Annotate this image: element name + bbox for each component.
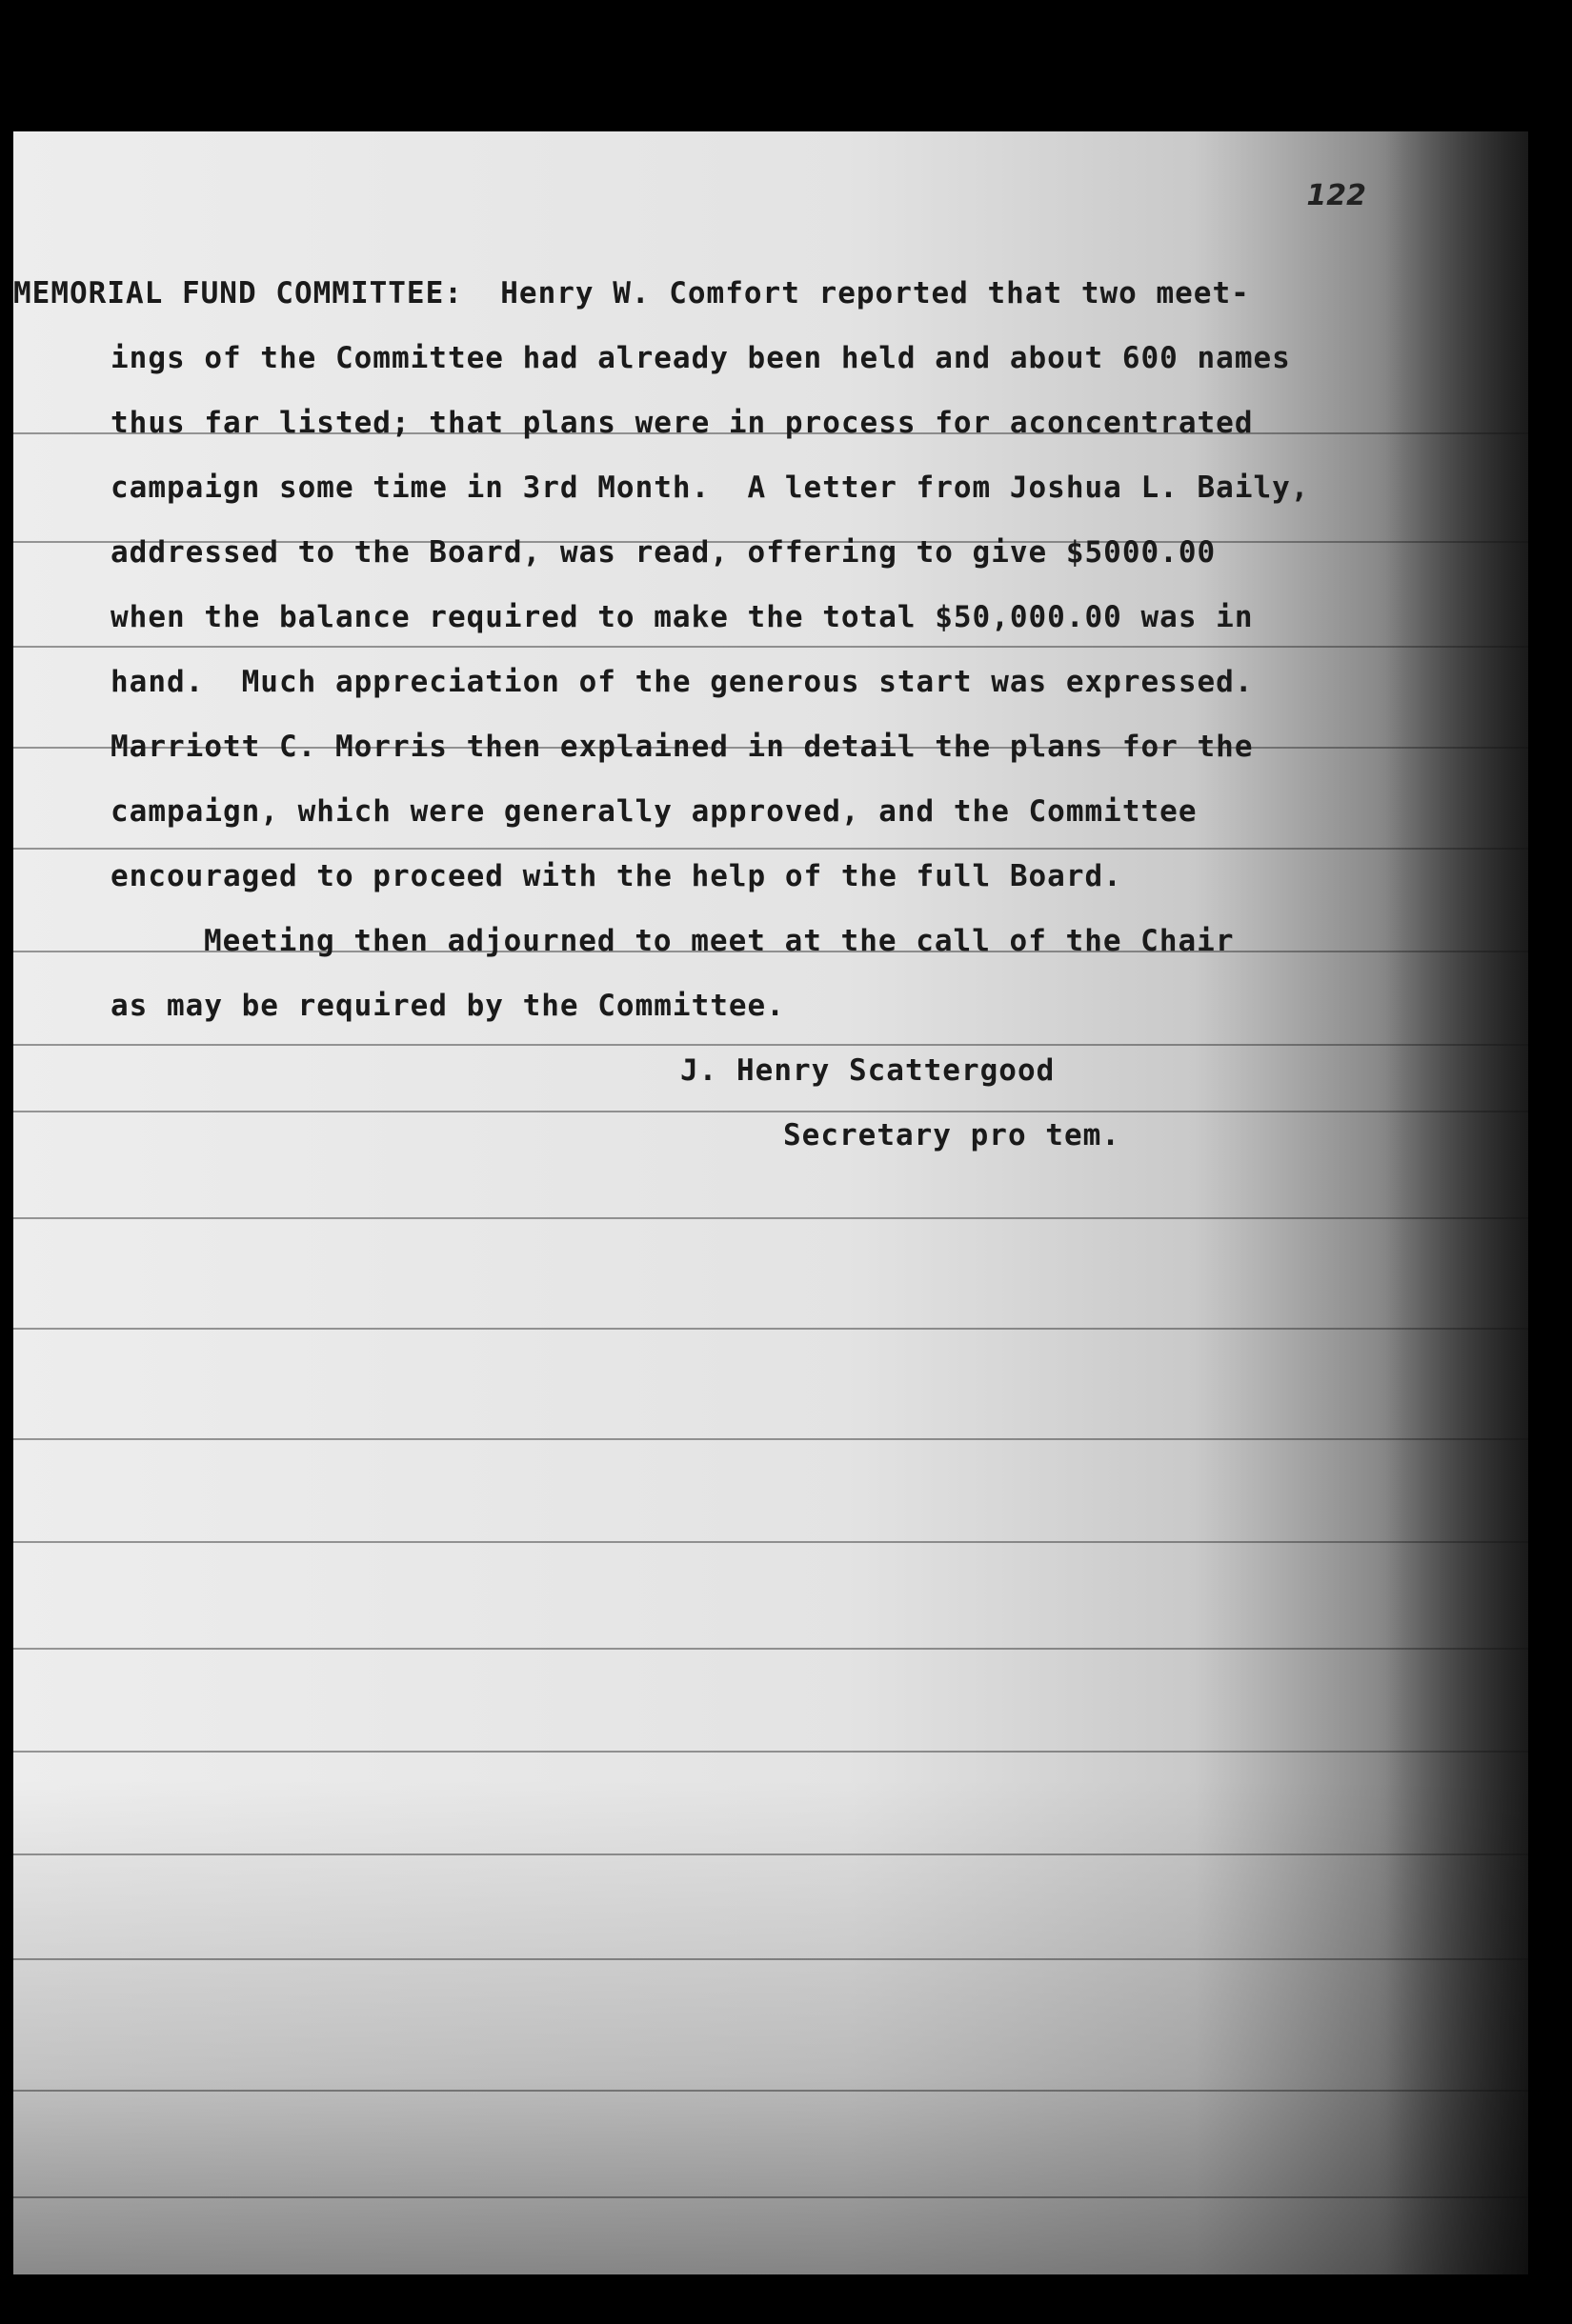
body-line: MEMORIAL FUND COMMITTEE: Henry W. Comfort reported that two meet-	[13, 276, 1250, 311]
signature-title: Secretary pro tem.	[783, 1118, 1120, 1152]
ruled-line	[13, 1111, 1528, 1112]
body-line: encouraged to proceed with the help of the full Board.	[111, 859, 1122, 893]
ruled-line	[13, 1751, 1528, 1753]
page-number: 122	[1306, 179, 1366, 212]
body-line: Meeting then adjourned to meet at the call of the Chair	[204, 924, 1235, 958]
ruled-line	[13, 1328, 1528, 1330]
body-line: campaign, which were generally approved, and the Committee	[111, 794, 1198, 829]
ruled-line	[13, 1217, 1528, 1219]
ruled-line	[13, 1438, 1528, 1440]
scan-shadow-right	[1385, 131, 1528, 2274]
body-line: ings of the Committee had already been held and about 600 names	[111, 341, 1291, 375]
ruled-line	[13, 1044, 1528, 1046]
signature-name: J. Henry Scattergood	[680, 1053, 1056, 1088]
ruled-line	[13, 1541, 1528, 1543]
document-page	[13, 131, 1528, 2274]
body-line: as may be required by the Committee.	[111, 989, 785, 1023]
body-line: Marriott C. Morris then explained in detail the plans for the	[111, 730, 1254, 764]
body-line: thus far listed; that plans were in process for aconcentrated	[111, 406, 1254, 440]
ruled-line	[13, 646, 1528, 648]
ruled-line	[13, 848, 1528, 850]
scan-shadow-bottom	[13, 1779, 1528, 2274]
body-line: when the balance required to make the total $50,000.00 was in	[111, 600, 1254, 634]
body-line: addressed to the Board, was read, offering to give $5000.00	[111, 535, 1217, 570]
body-line: hand. Much appreciation of the generous start was expressed.	[111, 665, 1254, 699]
body-line: campaign some time in 3rd Month. A letter from Joshua L. Baily,	[111, 471, 1310, 505]
ruled-line	[13, 1648, 1528, 1650]
